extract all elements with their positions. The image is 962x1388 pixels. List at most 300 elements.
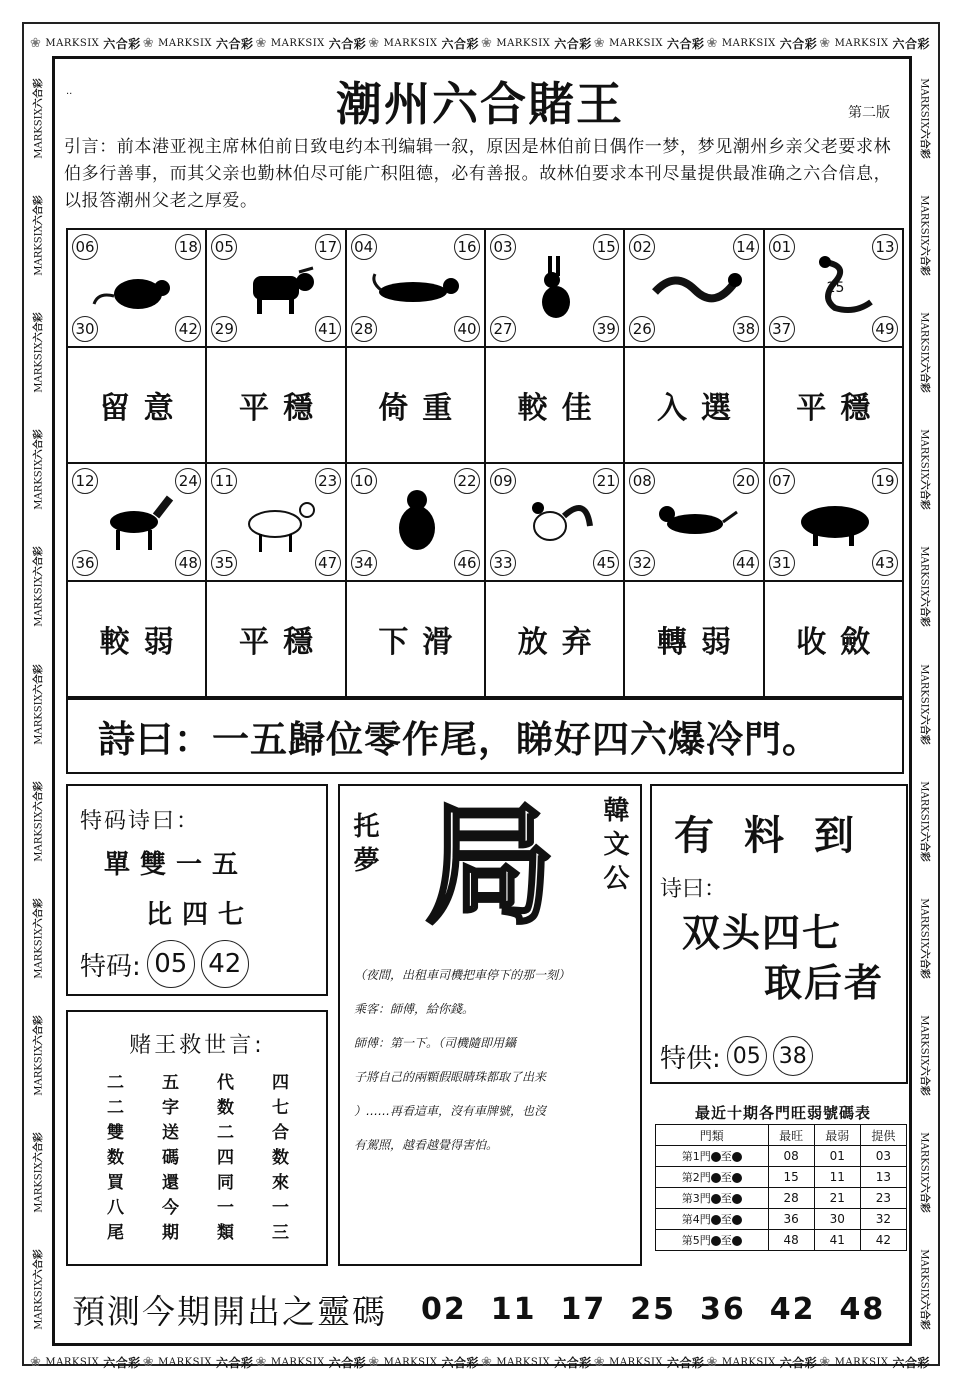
zodiac-trait: 平穩 (796, 391, 885, 426)
table-row (656, 1146, 907, 1167)
saying-char: 七 (272, 1098, 289, 1118)
saying-char: 三 (272, 1223, 289, 1243)
watermark-item (914, 528, 938, 645)
watermark-item (914, 1114, 938, 1231)
saying-char: 八 (107, 1198, 124, 1218)
watermark-item (25, 880, 49, 997)
watermark-brand: 六合彩 (554, 36, 592, 51)
stat-cell: 41 (814, 1230, 860, 1251)
watermark-text-vertical (30, 313, 45, 393)
watermark-brand: 六合彩 (441, 36, 480, 51)
stat-cell: 08 (768, 1146, 814, 1167)
zodiac-number: 15 (593, 234, 619, 260)
zodiac-number: 14 (733, 234, 759, 260)
watermark-text-vertical (30, 78, 45, 158)
watermark-brand: 六合彩 (918, 1065, 930, 1096)
watermark-item (25, 60, 49, 177)
rooster-icon (506, 486, 606, 556)
watermark-item (914, 411, 938, 528)
saying-char: 雙 (107, 1123, 124, 1143)
zodiac-trait-cell (765, 348, 902, 462)
zodiac-trait: 入選 (656, 391, 745, 426)
watermark-text: MARKSIX (834, 37, 889, 49)
saying-char: 二 (217, 1123, 234, 1143)
zodiac-trait-cell (625, 348, 764, 462)
watermark-text-vertical (30, 781, 45, 861)
watermark-item (914, 294, 938, 411)
watermark-text: MARKSIX (33, 459, 45, 511)
watermark-item (707, 33, 820, 53)
watermark-text: MARKSIX (496, 1356, 551, 1368)
rat-icon (88, 252, 188, 322)
special-code-row (80, 940, 249, 988)
zodiac-trait-cell (207, 348, 346, 462)
material-row (660, 1036, 813, 1076)
zodiac-number: 39 (593, 316, 619, 342)
watermark-brand: 六合彩 (667, 36, 705, 51)
gate-cell (656, 1230, 769, 1251)
gate-range: 至 (720, 1192, 732, 1205)
special-code-title: 特码诗曰： (80, 809, 201, 834)
watermark-brand: 六合彩 (103, 36, 141, 51)
zodiac-number: 37 (769, 316, 795, 342)
watermark-text: MARKSIX (721, 1356, 776, 1368)
watermark-item (25, 411, 49, 528)
watermark-item (256, 1352, 369, 1372)
zodiac-number: 48 (175, 550, 201, 576)
material-poem-label: 诗曰： (660, 877, 727, 902)
watermark-brand: 六合彩 (33, 1015, 45, 1046)
zodiac-number: 34 (351, 550, 377, 576)
gate-label: 第4門 (681, 1213, 711, 1226)
watermark-text: MARKSIX (270, 37, 325, 49)
zodiac-trait: 下滑 (378, 625, 467, 660)
dog-icon (645, 486, 745, 556)
watermark-brand: 六合彩 (918, 245, 930, 276)
watermark-text-vertical (30, 195, 45, 275)
gate-label: 第3門 (681, 1192, 711, 1205)
flower-icon: ❀ (481, 1354, 493, 1370)
watermark-text: MARKSIX (918, 663, 930, 715)
ball-icon (711, 1194, 721, 1204)
pig-icon (785, 486, 885, 556)
rabbit-icon (506, 252, 606, 322)
table-row (656, 1230, 907, 1251)
prediction-number: 02 (421, 1292, 467, 1327)
zodiac-cell (625, 464, 764, 580)
flower-icon: ❀ (593, 1354, 606, 1370)
zodiac-number: 28 (351, 316, 377, 342)
flower-icon: ❀ (706, 35, 718, 51)
material-label: 特供: (660, 1043, 721, 1074)
watermark-text: MARKSIX (33, 225, 45, 276)
watermark-text-vertical (919, 898, 934, 978)
monkey-icon (367, 486, 467, 556)
saying-char: 還 (162, 1173, 179, 1193)
watermark-text-vertical (919, 781, 934, 861)
zodiac-number-mid: 25 (826, 280, 845, 296)
watermark-text: MARKSIX (33, 693, 45, 745)
zodiac-number: 01 (769, 234, 795, 260)
gate-range: 至 (720, 1171, 732, 1184)
flower-icon: ❀ (593, 35, 606, 51)
watermark-text: MARKSIX (496, 37, 551, 49)
saying-title: 赌王救世言: (129, 1033, 265, 1058)
tiger-icon (367, 252, 467, 322)
saying-char: 一 (217, 1198, 234, 1218)
zodiac-number: 47 (315, 550, 341, 576)
saying-char: 今 (162, 1198, 179, 1218)
watermark-item (819, 33, 932, 53)
main-poem: 詩曰：一五歸位零作尾，睇好四六爆冷門。 (66, 698, 904, 774)
zodiac-number: 02 (629, 234, 655, 260)
watermark-text: MARKSIX (609, 37, 664, 49)
zodiac-number: 44 (733, 550, 759, 576)
watermark-left (25, 60, 49, 1348)
flower-icon: ❀ (255, 35, 267, 51)
watermark-item (819, 1352, 932, 1372)
zodiac-number: 13 (872, 234, 898, 260)
zodiac-trait-cell (486, 582, 625, 696)
watermark-text: MARKSIX (383, 1356, 438, 1368)
flower-icon: ❀ (255, 1354, 267, 1370)
zodiac-number: 05 (211, 234, 237, 260)
dream-box (338, 784, 642, 1266)
watermark-item (914, 1231, 938, 1348)
zodiac-number: 30 (72, 316, 98, 342)
watermark-text: MARKSIX (721, 37, 776, 49)
watermark-text: MARKSIX (918, 1132, 930, 1183)
zodiac-number: 19 (872, 468, 898, 494)
watermark-brand: 六合彩 (554, 1355, 592, 1370)
zodiac-trait: 較弱 (99, 625, 188, 660)
story-line: 有駕照，越看越覺得害怕。 (354, 1138, 499, 1152)
stat-cell: 28 (768, 1188, 814, 1209)
zodiac-cell (207, 464, 346, 580)
material-poem-line1: 双头四七 (682, 911, 843, 955)
stat-cell: 48 (768, 1230, 814, 1251)
material-poem-line2: 取后者 (764, 961, 885, 1005)
watermark-text: MARKSIX (918, 429, 930, 481)
watermark-brand: 六合彩 (918, 1299, 930, 1330)
zodiac-trait-cell (347, 582, 486, 696)
watermark-item (594, 33, 707, 53)
gate-cell (656, 1167, 769, 1188)
zodiac-trait: 較佳 (517, 391, 606, 426)
zodiac-number: 27 (490, 316, 516, 342)
saying-char: 数 (107, 1148, 124, 1168)
watermark-item (914, 880, 938, 997)
stat-cell: 11 (814, 1167, 860, 1188)
prediction-number: 36 (700, 1292, 746, 1327)
zodiac-number: 42 (175, 316, 201, 342)
zodiac-number: 23 (315, 468, 341, 494)
saying-char: 数 (217, 1098, 234, 1118)
saying-char: 尾 (107, 1223, 124, 1243)
gate-label: 第5門 (681, 1234, 711, 1247)
watermark-item (914, 645, 938, 762)
stat-cell: 32 (860, 1209, 906, 1230)
watermark-text: MARKSIX (918, 312, 930, 363)
zodiac-number: 35 (211, 550, 237, 576)
watermark-item (30, 33, 143, 53)
watermark-item (594, 1352, 707, 1372)
watermark-text-vertical (30, 430, 45, 510)
watermark-brand: 六合彩 (328, 1355, 367, 1370)
watermark-brand: 六合彩 (33, 898, 45, 929)
watermark-item (25, 177, 49, 294)
watermark-item (25, 997, 49, 1114)
watermark-brand: 六合彩 (918, 1182, 930, 1213)
stat-cell: 01 (814, 1146, 860, 1167)
special-code-num: 42 (201, 940, 249, 988)
watermark-text: MARKSIX (45, 1356, 100, 1368)
watermark-text: MARKSIX (270, 1356, 325, 1368)
watermark-brand: 六合彩 (918, 948, 930, 979)
watermark-text-vertical (919, 664, 934, 744)
saying-char: 四 (272, 1073, 289, 1093)
material-num: 05 (727, 1036, 767, 1076)
zodiac-number: 12 (72, 468, 98, 494)
watermark-brand: 六合彩 (328, 36, 367, 51)
zodiac-cell (765, 230, 902, 346)
watermark-item (707, 1352, 820, 1372)
zodiac-number: 10 (351, 468, 377, 494)
watermark-text: MARKSIX (918, 546, 930, 598)
saying-char: 四 (217, 1148, 234, 1168)
zodiac-cell (347, 230, 486, 346)
saying-char: 期 (162, 1223, 179, 1243)
prediction-numbers (421, 1292, 885, 1327)
watermark-brand: 六合彩 (33, 1132, 45, 1163)
zodiac-number: 04 (351, 234, 377, 260)
saying-char: 來 (272, 1173, 289, 1193)
watermark-brand: 六合彩 (103, 1355, 141, 1370)
zodiac-cell (68, 464, 207, 580)
saying-char: 同 (217, 1173, 234, 1193)
watermark-brand: 六合彩 (216, 1355, 254, 1370)
zodiac-number: 49 (872, 316, 898, 342)
watermark-text-vertical (30, 898, 45, 978)
dragon-icon (645, 252, 745, 322)
watermark-text: MARKSIX (33, 108, 45, 159)
zodiac-cell (486, 230, 625, 346)
watermark-brand: 六合彩 (33, 1249, 45, 1280)
watermark-text-vertical (919, 1249, 934, 1329)
ball-icon (711, 1173, 721, 1183)
flower-icon: ❀ (30, 35, 42, 51)
watermark-item (368, 1352, 481, 1372)
flower-icon: ❀ (481, 35, 493, 51)
stat-cell: 30 (814, 1209, 860, 1230)
gate-cell (656, 1209, 769, 1230)
watermark-brand: 六合彩 (779, 36, 818, 51)
watermark-brand: 六合彩 (892, 36, 931, 51)
saying-grid (88, 1072, 308, 1245)
zodiac-number: 21 (593, 468, 619, 494)
table-row (656, 1188, 907, 1209)
watermark-text-vertical (919, 195, 934, 275)
stats-header: 最旺 (768, 1125, 814, 1146)
watermark-text-vertical (919, 1132, 934, 1212)
watermark-text: MARKSIX (609, 1356, 664, 1368)
zodiac-trait: 平穩 (238, 391, 327, 426)
saying-char: 字 (162, 1098, 179, 1118)
zodiac-trait-cell (68, 582, 207, 696)
watermark-item (481, 33, 594, 53)
saying-char: 一 (272, 1198, 289, 1218)
saying-char: 送 (162, 1123, 179, 1143)
watermark-text: MARKSIX (33, 1279, 45, 1330)
flower-icon: ❀ (819, 35, 831, 51)
flower-icon: ❀ (30, 1354, 42, 1370)
saying-char: 類 (217, 1223, 234, 1243)
flower-icon: ❀ (368, 1354, 380, 1370)
zodiac-number: 43 (872, 550, 898, 576)
flower-icon: ❀ (819, 1354, 831, 1370)
stat-cell: 15 (768, 1167, 814, 1188)
stats-title: 最近十期各門旺弱號碼表 (694, 1104, 871, 1122)
watermark-text: MARKSIX (33, 342, 45, 393)
watermark-right (914, 60, 938, 1348)
prediction-number: 25 (630, 1292, 676, 1327)
watermark-brand: 六合彩 (918, 831, 930, 862)
dream-big-char: 局 (424, 789, 555, 942)
watermark-text-vertical (919, 313, 934, 393)
material-banner: 有料到 (674, 813, 884, 859)
intro-text: 引言：前本港亚视主席林伯前日致电约本刊编辑一叙，原因是林伯前日偶作一梦，梦见潮州乡亲父老要求林伯多行善事，而其父亲也勤林伯尽可能广积阻德，必有善报。故林伯要求本刊尽量提供最准确之六合信息，以报答潮州父老之厚爱。 (64, 137, 892, 211)
zodiac-trait: 倚重 (378, 391, 467, 426)
ball-icon (711, 1215, 721, 1225)
ball-icon (732, 1194, 742, 1204)
zodiac-number: 07 (769, 468, 795, 494)
watermark-text-vertical (30, 1249, 45, 1329)
special-code-num: 05 (147, 940, 195, 988)
ball-icon (732, 1236, 742, 1246)
watermark-item (25, 763, 49, 880)
zodiac-number: 09 (490, 468, 516, 494)
stats-header: 提供 (860, 1125, 906, 1146)
watermark-brand: 六合彩 (33, 780, 45, 811)
watermark-text-vertical (919, 1015, 934, 1095)
watermark-brand: 六合彩 (33, 546, 45, 577)
flower-icon: ❀ (706, 1354, 718, 1370)
prediction-row (72, 1286, 885, 1333)
watermark-top (30, 33, 932, 53)
watermark-item (914, 60, 938, 177)
watermark-text: MARKSIX (33, 1162, 45, 1213)
saying-box (66, 1010, 328, 1266)
watermark-brand: 六合彩 (33, 312, 45, 343)
zodiac-trait-cell (486, 348, 625, 462)
watermark-item (914, 997, 938, 1114)
watermark-brand: 六合彩 (667, 1355, 705, 1370)
watermark-text: MARKSIX (33, 928, 45, 979)
saying-char: 五 (162, 1073, 179, 1093)
stats-table (655, 1124, 907, 1251)
watermark-text-vertical (30, 1015, 45, 1095)
zodiac-trait: 收斂 (796, 625, 885, 660)
saying-char: 二 (107, 1098, 124, 1118)
special-code-box (66, 784, 328, 996)
zodiac-number: 11 (211, 468, 237, 494)
prediction-number: 48 (839, 1292, 886, 1327)
stat-cell: 42 (860, 1230, 906, 1251)
edition-label: 第二版 (848, 105, 890, 121)
gate-range: 至 (720, 1150, 732, 1163)
prediction-number: 11 (490, 1292, 537, 1327)
saying-char: 買 (107, 1173, 124, 1193)
watermark-item (25, 645, 49, 762)
material-num: 38 (773, 1036, 813, 1076)
watermark-item (914, 763, 938, 880)
watermark-text: MARKSIX (918, 1015, 930, 1066)
special-code-line2: 比四七 (146, 900, 255, 930)
watermark-brand: 六合彩 (918, 362, 930, 393)
zodiac-cell (347, 464, 486, 580)
zodiac-trait-cell (207, 582, 346, 696)
watermark-brand: 六合彩 (918, 480, 930, 511)
stat-cell: 23 (860, 1188, 906, 1209)
flower-icon: ❀ (142, 1354, 155, 1370)
table-row (656, 1167, 907, 1188)
zodiac-trait: 放弃 (517, 625, 606, 660)
horse-icon (88, 486, 188, 556)
watermark-text: MARKSIX (33, 576, 45, 628)
zodiac-number: 33 (490, 550, 516, 576)
saying-char: 合 (272, 1123, 289, 1143)
zodiac-number: 46 (454, 550, 480, 576)
zodiac-number: 26 (629, 316, 655, 342)
watermark-text: MARKSIX (918, 78, 930, 129)
zodiac-cell (207, 230, 346, 346)
watermark-text: MARKSIX (33, 1045, 45, 1096)
watermark-brand: 六合彩 (918, 128, 930, 159)
gate-range: 至 (720, 1213, 732, 1226)
ball-icon (711, 1236, 721, 1246)
zodiac-number: 22 (454, 468, 480, 494)
watermark-text: MARKSIX (158, 37, 213, 49)
zodiac-number: 24 (175, 468, 201, 494)
watermark-text-vertical (919, 78, 934, 158)
watermark-text: MARKSIX (918, 1249, 930, 1300)
watermark-brand: 六合彩 (918, 714, 930, 745)
watermark-item (481, 1352, 594, 1372)
saying-char: 代 (217, 1073, 234, 1093)
saying-char: 碼 (162, 1148, 179, 1168)
zodiac-number: 18 (175, 234, 201, 260)
zodiac-number: 03 (490, 234, 516, 260)
watermark-brand: 六合彩 (33, 663, 45, 694)
corner-dots: .. (66, 86, 73, 97)
zodiac-trait: 平穩 (238, 625, 327, 660)
goat-icon (227, 486, 327, 556)
watermark-text-vertical (919, 547, 934, 627)
prediction-label: 預測今期開出之靈碼 (72, 1292, 387, 1331)
ball-icon (732, 1215, 742, 1225)
watermark-text: MARKSIX (918, 898, 930, 949)
zodiac-cell (486, 464, 625, 580)
watermark-brand: 六合彩 (33, 78, 45, 109)
ball-icon (711, 1152, 721, 1162)
material-box (650, 784, 908, 1084)
watermark-text: MARKSIX (918, 780, 930, 832)
ball-icon (732, 1173, 742, 1183)
gate-cell (656, 1188, 769, 1209)
stat-cell: 03 (860, 1146, 906, 1167)
zodiac-number: 17 (315, 234, 341, 260)
zodiac-trait: 留意 (99, 391, 188, 426)
